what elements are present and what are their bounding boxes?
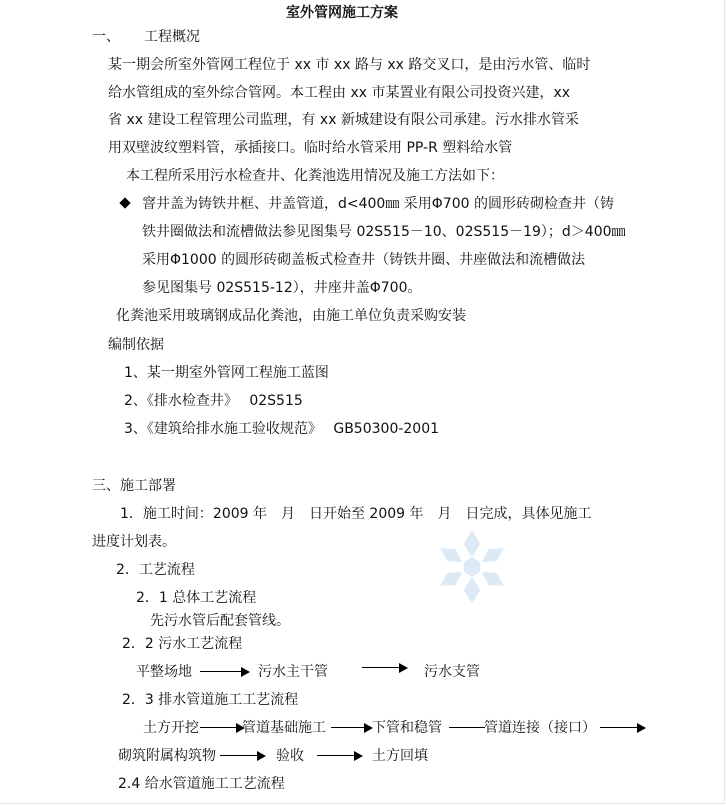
drainage-process-heading: 2．3 排水管道施工工艺流程 <box>122 692 299 708</box>
flow2-step-2: 管道基础施工 <box>242 720 326 736</box>
flow-arrow <box>331 723 373 733</box>
overview-line-2: 给水管组成的室外综合管网。本工程由 xx 市某置业有限公司投资兴建，xx <box>108 85 571 101</box>
flow-arrow <box>362 663 408 673</box>
document-title: 室外管网施工方案 <box>286 5 398 21</box>
overview-line-3: 省 xx 建设工程管理公司监理，有 xx 新城建设有限公司承建。污水排水管采 <box>108 112 579 128</box>
flow2-step-1: 土方开挖 <box>143 720 199 736</box>
flow3-step-3: 土方回填 <box>372 748 428 764</box>
basis-item-2: 2、《排水检查井》 02S515 <box>124 393 303 409</box>
septic-tank-note: 化粪池采用玻璃钢成品化粪池，由施工单位负责采购安装 <box>116 308 466 324</box>
flow2-step-4: 管道连接（接口） <box>484 720 596 736</box>
basis-item-3: 3、《建筑给排水施工验收规范》 GB50300-2001 <box>124 421 440 437</box>
basis-item-1: 1、某一期室外管网工程施工蓝图 <box>124 365 329 381</box>
snowflake-watermark-icon <box>431 526 513 608</box>
basis-title: 编制依据 <box>108 337 164 353</box>
schedule-line-2: 进度计划表。 <box>92 534 176 550</box>
water-supply-process-heading: 2.4 给水管道施工工艺流程 <box>118 776 285 792</box>
overall-process-text: 先污水管后配套管线。 <box>150 613 290 629</box>
section1-number: 一、 <box>92 29 120 45</box>
methods-intro: 本工程所采用污水检查井、化粪池选用情况及施工方法如下： <box>126 168 504 184</box>
flow1-step-1: 平整场地 <box>136 664 192 680</box>
process-heading: 2．工艺流程 <box>116 562 195 578</box>
overview-line-4: 用双壁波纹塑料管，承插接口。临时给水管采用 PP-R 塑料给水管 <box>108 140 513 156</box>
overview-line-1: 某一期会所室外管网工程位于 xx 市 xx 路与 xx 路交叉口，是由污水管、临时 <box>108 57 591 73</box>
overall-process-heading: 2．1 总体工艺流程 <box>136 590 257 606</box>
flow-arrow <box>200 667 250 677</box>
flow-arrow <box>449 723 485 733</box>
flow-arrow <box>200 723 245 733</box>
flow2-step-3: 下管和稳管 <box>372 720 442 736</box>
flow-arrow <box>220 751 266 761</box>
bullet-line-2: 铁井圈做法和流槽做法参见图集号 02S515－10、02S515－19）；d＞400㎜ <box>142 224 626 240</box>
bullet-line-3: 采用Φ1000 的圆形砖砌盖板式检查井（铸铁井圈、井座做法和流槽做法 <box>142 252 586 268</box>
flow3-step-1: 砌筑附属构筑物 <box>118 748 216 764</box>
flow1-step-3: 污水支管 <box>424 664 480 680</box>
section1-title: 工程概况 <box>144 29 200 45</box>
sewage-process-heading: 2．2 污水工艺流程 <box>122 636 243 652</box>
flow-arrow <box>600 723 646 733</box>
section3-title: 三、施工部署 <box>92 478 176 494</box>
bullet-line-4: 参见图集号 02S515-12），井座井盖Φ700。 <box>142 280 422 296</box>
flow-arrow <box>317 751 363 761</box>
flow3-step-2: 验收 <box>276 748 304 764</box>
bullet-line-1: 窨井盖为铸铁井框、井盖管道，d<400㎜ 采用Φ700 的圆形砖砌检查井（铸 <box>142 196 614 212</box>
flow1-step-2: 污水主干管 <box>258 664 328 680</box>
schedule-line-1: 1．施工时间：2009 年 月 日开始至 2009 年 月 日完成，具体见施工 <box>120 506 592 522</box>
